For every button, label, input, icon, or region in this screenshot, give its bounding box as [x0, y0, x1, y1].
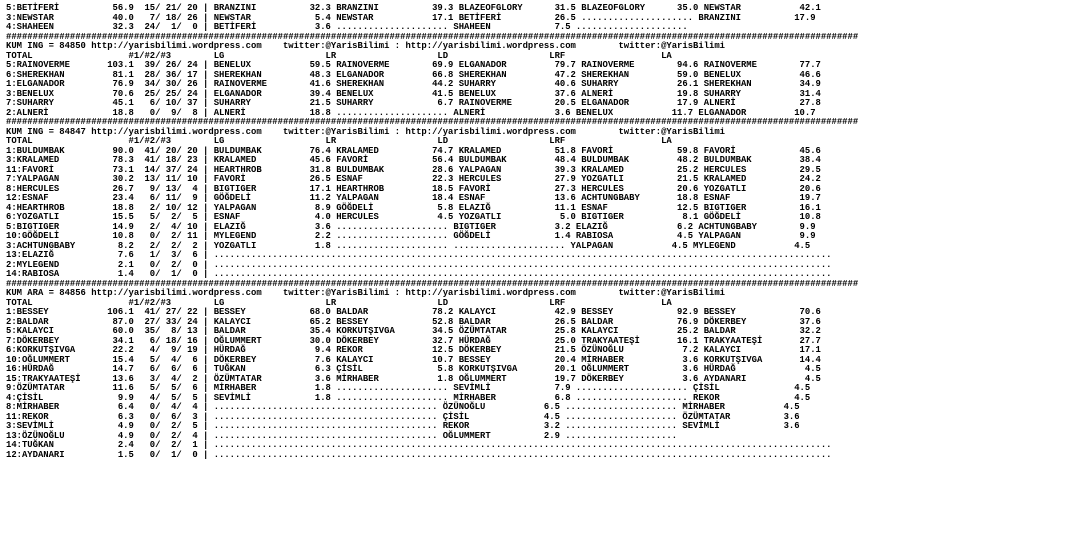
- report-line: 9:ÖZÜMTATAR 11.6 5/ 5/ 6 | MİRHABER 1.8 ..................... SEVİMLİ 7.9 ..................... ÇİSİL 4.5: [6, 383, 811, 393]
- report-line: 4:HEARTHROB 18.8 2/ 10/ 12 | YALPAGAN 8.9 GÖĞDELİ 5.8 ELAZIĞ 11.1 ESNAF 12.5 BIGTIGER 16.1: [6, 202, 821, 213]
- report-line: 16:HÜRDAĞ 14.7 6/ 6/ 6 | TUĞKAN 6.3 ÇİSİL 5.8 KORKUTŞIVGA 20.1 OĞLUMMERT 3.6 HÜRDAĞ 4.5: [6, 364, 821, 374]
- report-line: 11:FAVORİ 73.1 14/ 37/ 24 | HEARTHROB 31.8 BULDUMBAK 28.6 YALPAGAN 39.3 KRALAMED 25.2 HERCULES 29.5: [6, 164, 821, 175]
- report-line: 3:KRALAMED 78.3 41/ 18/ 23 | KRALAMED 45.6 FAVORİ 56.4 BULDUMBAK 48.4 BULDUMBAK 48.2 BULDUMBAK 38.4: [6, 155, 821, 165]
- report-line: KUM ING = 84850 http://yarisbilimi.wordpress.com twitter:@YarisBilimi : http://yarisbilimi.wordpress.com twitter:@YarisBilimi: [6, 41, 725, 51]
- report-line: 1:BULDUMBAK 90.0 41/ 20/ 20 | BULDUMBAK 76.4 KRALAMED 74.7 KRALAMED 51.8 FAVORİ 59.8 FAVORİ 45.6: [6, 145, 821, 156]
- report-line: 6:KORKUTŞIVGA 22.2 4/ 9/ 19 | HÜRDAĞ 9.4 REKOR 12.5 DÖKERBEY 21.5 ÖZÜNOĞLU 7.2 KALAYCI 17.1: [6, 345, 821, 355]
- report-line: TOTAL #1/#2/#3 LG LR LD LRF LA: [6, 50, 672, 61]
- report-line: 2:ALNERİ 18.8 0/ 9/ 8 | ALNERİ 18.8 ..................... ALNERİ 3.6 BENELUX 11.7 ELGANADOR 10.7: [6, 107, 816, 118]
- report-line: 11:REKOR 6.3 0/ 6/ 3 | .......................................... ÇİSİL 4.5 ..................... ÖZÜMTATAR 3.6: [6, 411, 800, 422]
- report-line: 8:HERCULES 26.7 9/ 13/ 4 | BIGTIGER 17.1 HEARTHROB 18.5 FAVORİ 27.3 HERCULES 20.6 YOZGATLI 20.6: [6, 183, 821, 194]
- report-line: 5:RAINOVERME 103.1 39/ 26/ 24 | BENELUX 59.5 RAINOVERME 69.9 ELGANADOR 79.7 RAINOVERME 94.6 RAINOVERME 77.7: [6, 60, 821, 70]
- report-line: TOTAL #1/#2/#3 LG LR LD LRF LA: [6, 136, 672, 146]
- report-line: ################################################################################################################################################################: [6, 278, 859, 289]
- report-line: 3:NEWSTAR 40.0 7/ 18/ 26 | NEWSTAR 5.4 NEWSTAR 17.1 BETİFERİ 26.5 ..................... BRANZINI 17.9: [6, 12, 816, 23]
- report-line: 1:BESSEY 106.1 41/ 27/ 22 | BESSEY 68.0 BALDAR 78.2 KALAYCI 42.9 BESSEY 92.9 BESSEY 70.6: [6, 307, 821, 317]
- report-line: 13:ELAZIĞ 7.6 1/ 3/ 6 | ....................................................................................................................: [6, 250, 832, 260]
- report-line: 5:KALAYCI 60.0 35/ 8/ 13 | BALDAR 35.4 KORKUTŞIVGA 34.5 ÖZÜMTATAR 25.8 KALAYCI 25.2 BALDAR 32.2: [6, 326, 821, 336]
- report-line: 3:ACHTUNGBABY 8.2 2/ 2/ 2 | YOZGATLI 1.8 ..................... ..................... YALPAGAN 4.5 MYLEGEND 4.5: [6, 240, 811, 251]
- report-line: ################################################################################################################################################################: [6, 31, 859, 42]
- report-line: 13:ÖZÜNOĞLU 4.9 0/ 2/ 4 | .......................................... OĞLUMMERT 2.9 .....................: [6, 430, 678, 441]
- report-line: 5:BIGTIGER 14.9 2/ 4/ 10 | ELAZIĞ 3.6 ..................... BIGTIGER 3.2 ELAZIĞ 6.2 ACHTUNGBABY 9.9: [6, 221, 816, 232]
- report-line: KUM ING = 84847 http://yarisbilimi.wordpress.com twitter:@YarisBilimi : http://yarisbilimi.wordpress.com twitter:@YarisBilimi: [6, 126, 725, 137]
- report-line: 10:GÖĞDELİ 10.8 0/ 2/ 11 | MYLEGEND 2.2 ..................... GÖĞDELİ 1.4 RABIOSA 4.5 YALPAGAN 9.9: [6, 231, 816, 241]
- report-line: 14:TUĞKAN 2.4 0/ 2/ 1 | ....................................................................................................................: [6, 440, 832, 450]
- report-line: 7:DÖKERBEY 34.1 6/ 18/ 16 | OĞLUMMERT 30.0 DÖKERBEY 32.7 HÜRDAĞ 25.0 TRAKYAATEŞİ 16.1 TRAKYAATEŞİ 27.7: [6, 335, 821, 346]
- report-line: 4:ÇİSİL 9.9 4/ 5/ 5 | SEVİMLİ 1.8 ..................... MİRHABER 6.8 ..................... REKOR 4.5: [6, 392, 811, 403]
- report-line: 3:BENELUX 70.6 25/ 25/ 24 | ELGANADOR 39.4 BENELUX 41.5 BENELUX 37.6 ALNERİ 19.8 SUHARRY 31.4: [6, 88, 821, 99]
- report-line: 6:YOZGATLI 15.5 5/ 2/ 5 | ESNAF 4.0 HERCULES 4.5 YOZGATLI 5.0 BIGTIGER 8.1 GÖĞDELİ 10.8: [6, 212, 821, 222]
- report-line: 4:SHAHEEN 32.3 24/ 1/ 0 | BETİFERİ 3.6 ..................... SHAHEEN 7.5 .....................: [6, 22, 688, 32]
- report-line: 7:YALPAGAN 30.2 13/ 11/ 10 | FAVORİ 26.5 ESNAF 22.3 HERCULES 27.9 YOZGATLI 21.5 KRALAMED 24.2: [6, 174, 821, 184]
- report-line: ################################################################################################################################################################: [6, 117, 859, 127]
- report-line: 8:MİRHABER 6.4 0/ 4/ 4 | .......................................... ÖZÜNOĞLU 6.5 ..................... MİRHABER 4.5: [6, 402, 800, 412]
- report-line: 1:ELGANADOR 76.9 34/ 30/ 26 | RAINOVERME 41.6 SHEREKHAN 44.2 SUHARRY 40.6 SUHARRY 26.1 SHEREKHAN 34.9: [6, 79, 821, 89]
- report-line: 6:SHEREKHAN 81.1 28/ 36/ 17 | SHEREKHAN 48.3 ELGANADOR 66.8 SHEREKHAN 47.2 SHEREKHAN 59.0 BENELUX 46.6: [6, 69, 821, 80]
- report-line: KUM ARA = 84856 http://yarisbilimi.wordpress.com twitter:@YarisBilimi : http://yarisbilimi.wordpress.com twitter:@YarisBilimi: [6, 288, 725, 298]
- report-line: 3:SEVİMLİ 4.9 0/ 2/ 5 | .......................................... REKOR 3.2 ..................... SEVİMLİ 3.6: [6, 421, 800, 431]
- report-line: 15:TRAKYAATEŞİ 13.6 3/ 4/ 2 | ÖZÜMTATAR 3.6 MİRHABER 1.8 OĞLUMMERT 19.7 DÖKERBEY 3.6 AYDANARI 4.5: [6, 373, 821, 384]
- race-stats-report: [6, 4, 858, 460]
- report-line: 12:ESNAF 23.4 6/ 11/ 9 | GÖĞDELİ 11.2 YALPAGAN 18.4 ESNAF 13.6 ACHTUNGBABY 18.8 ESNAF 19.7: [6, 193, 821, 203]
- report-line: 14:RABIOSA 1.4 0/ 1/ 0 | ....................................................................................................................: [6, 269, 832, 279]
- report-line: 12:AYDANARI 1.5 0/ 1/ 0 | ....................................................................................................................: [6, 449, 832, 460]
- report-line: 2:MYLEGEND 2.1 0/ 2/ 0 | ....................................................................................................................: [6, 259, 832, 270]
- report-line: 2:BALDAR 87.0 27/ 33/ 24 | KALAYCI 65.2 BESSEY 52.8 BALDAR 26.5 BALDAR 76.9 DÖKERBEY 37.6: [6, 316, 821, 327]
- report-line: 5:BETİFERİ 56.9 15/ 21/ 20 | BRANZINI 32.3 BRANZINI 39.3 BLAZEOFGLORY 31.5 BLAZEOFGLORY 35.0 NEWSTAR 42.1: [6, 3, 821, 13]
- report-line: 10:OĞLUMMERT 15.4 5/ 4/ 6 | DÖKERBEY 7.6 KALAYCI 10.7 BESSEY 20.4 MİRHABER 3.6 KORKUTŞIVGA 14.4: [6, 354, 821, 365]
- report-line: 7:SUHARRY 45.1 6/ 10/ 37 | SUHARRY 21.5 SUHARRY 6.7 RAINOVERME 20.5 ELGANADOR 17.9 ALNERİ 27.8: [6, 98, 821, 108]
- report-line: TOTAL #1/#2/#3 LG LR LD LRF LA: [6, 297, 672, 308]
